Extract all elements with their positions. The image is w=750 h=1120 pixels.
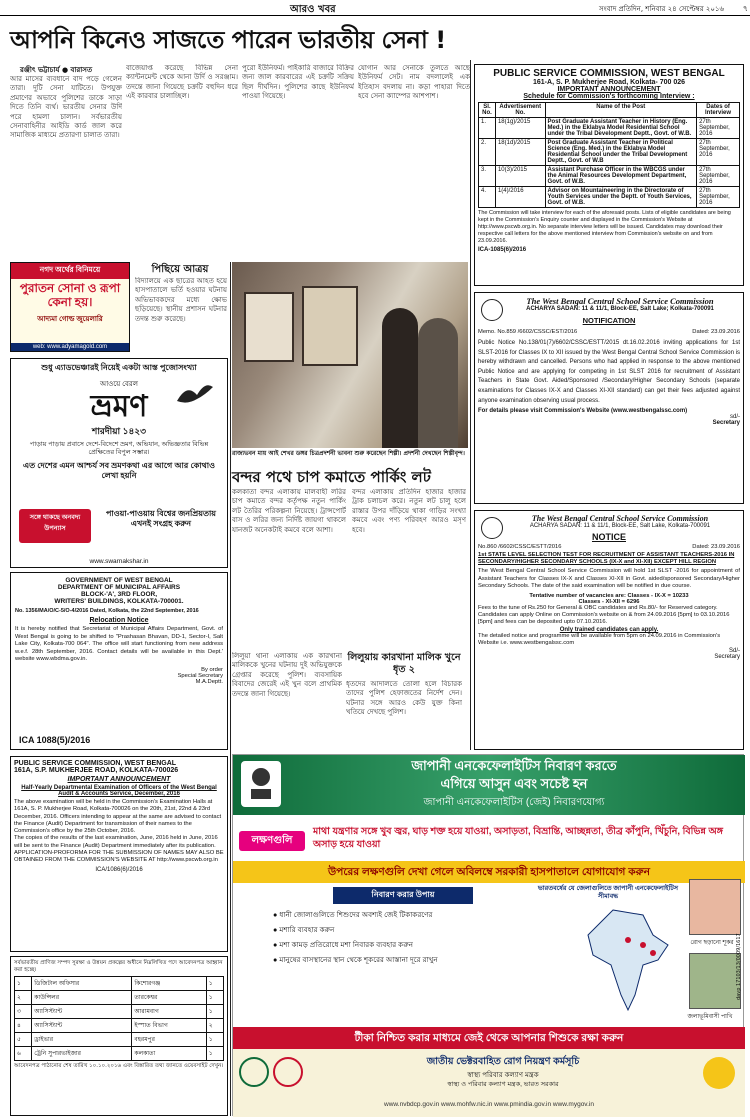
- psc2-table: [478, 102, 740, 208]
- table-cell: বহরমপুর: [132, 1033, 206, 1047]
- wbcssc-slst-notice: [474, 510, 744, 750]
- table-cell: 1.: [479, 118, 496, 139]
- lead-byline: রঞ্জীৎ ভট্টাচার্য ● বারাসত: [20, 66, 93, 74]
- tender-foot: আবেদনপত্র পাঠানোর শেষ তারিখ ১০.১০.২০১৬ এবং বিস্তারিত তথ্য জানতে ওয়েবসাইট দেখুন।: [14, 1063, 224, 1069]
- psc1-ica: ICA/1086(6)/2016: [95, 866, 143, 873]
- table-cell: ড্রাইভার: [32, 1033, 132, 1047]
- table-cell: ৬: [15, 1047, 32, 1061]
- table-cell: ১: [206, 1047, 223, 1061]
- wbcssc1-addr: ACHARYA SADAN: 11 & 11/1, Block-EE, Salt Lake; Kolkata-700091: [526, 306, 714, 312]
- jewellery-ad-brand: আদ্যমা গোল্ড জুয়েলারি: [37, 316, 103, 323]
- short-news-title: পিছিয়ে আত্রয়: [151, 264, 209, 275]
- psc1-imp: IMPORTANT ANNOUNCEMENT: [67, 776, 171, 783]
- short-news-body: বিদ্যালয়ে এক ছাত্রের আহত হয়ে হাসপাতালে ভর্তি হওয়ার ঘটনায় অভিভাবকদের মধ্যে ক্ষোভ ছড়িয়েছে। স্থানীয় প্রশাসন ঘটনার তদন্ত শুরু করেছে।: [135, 277, 227, 323]
- column-divider: [470, 60, 471, 750]
- je-prog: জাতীয় ভেক্টরবাহিত রোগ নিয়ন্ত্রণ কর্মসূচি: [426, 1056, 580, 1067]
- person-1: [382, 308, 418, 448]
- je-sym-label: লক্ষণগুলি: [239, 831, 305, 851]
- jewellery-ad-line1: নগদ অর্থের বিনিময়ে: [11, 263, 129, 279]
- emblem-icon: [481, 517, 503, 539]
- lead-col-4: যোগান আর সেনাকে তুলতে আছে ইউনিফর্ম সেট। নাম বদলালেই এক ইতিহাস বদলায় না। কড়া পাহারা দিতে হবে সেনা ক্যাম্পের আশপাশ।: [358, 64, 470, 101]
- wbcssc2-head: 1st STATE LEVEL SELECTION TEST FOR RECRUITMENT OF ASSISTANT TEACHERS-2016 IN SECONDARY/HIGHER SECONDARY SCHOOLS (IX-X and XI-XII) EXCEPT HILL REGION: [478, 552, 735, 566]
- table-row: [479, 187, 740, 208]
- painting-left: [244, 292, 294, 362]
- wbcssc1-sd: sd/-: [729, 414, 740, 421]
- table-cell: Advisor on Mountaineering in the Directorate of Youth Services under the Deptt. of Youth Services, Govt. of W.B.: [545, 187, 697, 208]
- port-body-2: বন্দর এলাকায় প্রতিদিন হাজার হাজার ট্রাক চলাচল করে। নতুন লট চালু হলে রাস্তার উপর দাঁড়িয়ে থাকা গাড়ির সংখ্যা কমবে এবং পণ্য পরিবহণ আরও মসৃণ হবে।: [352, 488, 466, 534]
- travel-ad-web: www.swarnakshar.in: [89, 558, 149, 565]
- table-cell: Post Graduate Assistant Teacher in Political Science (Eng. Med.) in the Eklabya Model Residential School under the Tribal Development Deptt., Govt. of W.B: [545, 139, 697, 166]
- column-divider: [230, 262, 231, 1116]
- jewellery-ad-line2: পুরাতন সোনা ও রূপা কেনা হয়।: [19, 281, 121, 309]
- notice-wb-l4: WRITERS' BUILDINGS, KOLKATA-700001.: [54, 598, 184, 605]
- emblem-icon: [241, 761, 281, 807]
- table-cell: আরামবাগ: [132, 1005, 206, 1019]
- table-row: [15, 991, 224, 1005]
- wbcssc1-memo: Memo. No.859 /6602/CSSC/EST/2016: [478, 329, 578, 335]
- table-cell: 2.: [479, 139, 496, 166]
- davp-code: davp 17103/13/0009/1617: [736, 933, 742, 1000]
- je-title2: এগিয়ে আসুন এবং সচেষ্ট হন: [440, 776, 588, 791]
- prevention-text: মশারি ব্যবহার করুন: [279, 925, 335, 934]
- table-cell: ১: [206, 977, 223, 991]
- je-urls: www.nvbdcp.gov.in www.mohfw.nic.in www.pmindia.gov.in www.mygov.in: [384, 1101, 594, 1108]
- notice-wb-body: It is hereby notified that Secretariat of Municipal Affairs Department, Govt. of West Bengal is going to be shifted to "Prashasan Bhavan, DD-1, Sector-I, Salt Lake City, Kolkata-700 064". The office will start functioning from new address w.e.f. 28th September, 2016. Contact details will be available in this Dept.' website www.wbdma.gov.in.: [15, 626, 223, 662]
- je-bird-label: জলাভূমিবাসী পাখি: [687, 1014, 733, 1020]
- table-cell: অ্যাসিস্ট্যান্ট: [32, 1005, 132, 1019]
- table-cell: 10(3)/2015: [495, 166, 545, 187]
- table-row: [15, 1005, 224, 1019]
- table-cell: ৩: [15, 1005, 32, 1019]
- psc1-title: PUBLIC SERVICE COMMISSION, WEST BENGAL: [14, 760, 177, 767]
- prevention-item: ● মশারি ব্যবহার করুন: [273, 925, 335, 934]
- prevention-item: ● ধানী জোলাগুলিতে শিশুদের অবশ্যই জেই টিকাকরণের: [273, 910, 433, 919]
- travel-ad-tag: শুধু এ্যাডভেঞ্চারই নিয়েই একটা আস্ত পুজোসংখ্যা: [41, 363, 197, 372]
- wbcssc2-body: The West Bengal Central School Service Commission will hold 1st SLST -2016 for appointment of Assistant Teachers for Classes IX-X and Classes XI-XII in Govt. aided/sponsored Secondary/Higher Secondary Schools. The date of the said examination will be notified in due course.: [478, 568, 740, 590]
- india-map-icon: [573, 905, 683, 1015]
- bird-icon: [175, 381, 215, 409]
- prevention-text: মশা কামড় প্রতিরোধে মশা নিবারক ব্যবহার করুন: [279, 940, 414, 949]
- jewellery-ad-web: web: www.adyamagold.com: [11, 343, 129, 351]
- notice-wb-l1: GOVERNMENT OF WEST BENGAL: [65, 577, 173, 584]
- lilua-body-2: ধৃতদের আদালতে তোলা হলে বিচারক তাদের পুলিশ হেফাজতের নির্দেশ দেন। ঘটনার সঙ্গে আরও কেউ যুক্ত কিনা খতিয়ে দেখছে পুলিশ।: [346, 680, 462, 717]
- psc2-ica: ICA-1085(6)/2016: [478, 247, 527, 253]
- table-cell: ১: [15, 977, 32, 991]
- table-cell: কাউন্সিলর: [32, 991, 132, 1005]
- lead-col-2: বাজেয়াপ্ত করেছে বিভিন্ন সেনা ক্যান্টনমেন্ট থেকে আনা উর্দি ও সরঞ্জাম। তদন্তে জানা গিয়েছে চক্রটি বহুদিন ধরে এই কারবার চালাচ্ছিল।: [126, 64, 238, 101]
- wbcssc2-addr: ACHARYA SADAN: 11 & 11/1, Block-EE, Salt Lake, Kolkata-700091: [529, 523, 711, 529]
- travel-ad-pre: আওয়ে বেরল: [99, 381, 138, 388]
- wbcssc1-web: For details please visit Commission's Website (www.westbengalssc.com): [478, 408, 688, 415]
- wbcssc2-dated: Dated: 23.09.2016: [692, 544, 740, 550]
- table-header: Sl. No.: [479, 103, 496, 118]
- table-cell: ১: [206, 1005, 223, 1019]
- lead-headline: আপনি কিনেও সাজতে পারেন ভারতীয় সেনা !: [10, 26, 446, 54]
- lilua-body-1: লিলুয়া থানা এলাকায় এক কারখানা মালিককে খুনের ঘটনায় দুই অভিযুক্তকে গ্রেপ্তার করেছে পুলিশ। ব্যবসায়িক বিবাদের জেরেই এই খুন বলে প্রাথমিক তদন্তে জানা গিয়েছে।: [232, 652, 342, 698]
- je-symptoms: মাথা যন্ত্রণার সঙ্গে খুব জ্বর, ঘাড় শক্ত হয়ে যাওয়া, অসাড়তা, বিভ্রান্তি, আচ্ছন্নতা, তীব্র কাঁপুনি, খিঁচুনি, বিভিন্ন অঙ্গ অসাড় হয়ে যাওয়া: [313, 826, 724, 850]
- table-cell: 27th September, 2016: [697, 187, 740, 208]
- wbcssc2-fee: Fees to the tune of Rs.250 for General & OBC candidates and Rs.80/- for Reserved category.: [478, 604, 718, 611]
- je-prevention-list: [273, 907, 563, 967]
- je-sub: জাপানী এনকেফেলাইটিস (জেই) নিবারণযোগ্য: [423, 797, 605, 808]
- table-cell: ২: [15, 991, 32, 1005]
- notice-wb-ica: ICA 1088(5)/2016: [19, 735, 91, 745]
- psc2-addr: 161-A, S. P. Mukherjee Road, Kolkata- 700 026: [533, 79, 685, 86]
- wbcssc2-sec: Secretary: [714, 653, 740, 660]
- wbcssc1-body: Public Notice No.138/01(7)/6602/CSSC/ESTT/2015 dt.16.02.2016 inviting applications for 1st SLST-2016 for Classes IX to XII issued by the West Bengal Central School Service Commission is hereby withdrawn and cancelled. Persons who had applied in response to the above mentioned Public Notice and are applying for competing in 1st SLST 2016 for recruitment of Assistant Teachers in State Govt. Aided/Sponsored /Secondary/Higher Secondary Schools (separate examinations for Classes IX-X and Classes XI-XII standard) can get their fees adjusted against anyone examination observing usual process.: [478, 340, 740, 404]
- prevention-item: ● মশা কামড় প্রতিরোধে মশা নিবারক ব্যবহার করুন: [273, 940, 414, 949]
- table-cell: ১: [206, 991, 223, 1005]
- family-logo-icon: [273, 1057, 303, 1087]
- je-ministry2: স্বাস্থ্য ও পরিবার কল্যাণ মন্ত্রক, ভারত সরকার: [447, 1081, 559, 1088]
- wbcssc2-notice: NOTICE: [591, 532, 626, 542]
- table-row: [15, 1047, 224, 1061]
- wbcssc1-dated: Dated: 23.09.2016: [692, 329, 740, 335]
- psc1-body2: The copies of the results of the last examination, June, 2016 held in June, 2016 will be sent to the Finance (Audit) Department immediately after its publication.: [14, 835, 218, 849]
- recruitment-table-notice: [10, 956, 228, 1116]
- je-pig-label: রোগ ছড়ানো শূকর: [690, 940, 734, 946]
- wbcssc1-sec: Secretary: [712, 420, 740, 427]
- wbcssc-notification: [474, 292, 744, 504]
- table-cell: কলকাতা: [132, 1047, 206, 1061]
- travel-ad-sub: শারদীয়া ১৪২৩: [92, 426, 146, 436]
- table-row: [15, 977, 224, 991]
- table-cell: ১: [206, 1033, 223, 1047]
- psc1-app: APPLICATION-PROFORMA FOR THE SUBMISSION OF NAMES MAY ALSO BE OBTAINED FROM THE COMMISSION'S WEBSITE AT http://www.pscwb.org.in: [14, 850, 224, 864]
- wbcssc2-vac2: Classes - XI-XII = 6296: [578, 598, 640, 605]
- section-title: আরও খবর: [290, 4, 336, 15]
- table-cell: ট্রেনি সুপারভাইজার: [32, 1047, 132, 1061]
- page-number: ৭: [742, 4, 748, 13]
- table-row: [15, 1033, 224, 1047]
- travel-magazine-ad: [10, 358, 228, 568]
- painting-mid: [302, 286, 358, 366]
- pig-photo: [689, 879, 741, 935]
- table-cell: ৫: [15, 1033, 32, 1047]
- je-prev: নিবারণ করার উপায়: [333, 887, 473, 904]
- psc1-body: The above examination will be held in the Commission's Examination Halls at 161A, S. P. Mukherjee Road, Kolkata-700026 on the 20th, 21st, 22nd & 23rd December, 2016. Officers intending to appear at the same are advised to contact the Finance (Audit) Department for transmission of their names to the Commission's office by the 25th October, 2016.: [14, 799, 222, 835]
- mascot-icon: [703, 1057, 735, 1089]
- table-header-row: [479, 103, 740, 118]
- table-row: [479, 139, 740, 166]
- wbcssc1-memo-row: [478, 329, 740, 335]
- dateline: সংবাদ প্রতিদিন, শনিবার ২৪ সেপ্টেম্বর ২০১৬: [599, 5, 724, 13]
- table-cell: Post Graduate Assistant Teacher in History (Eng. Med.) in the Eklabya Model Residential School under the Tribal Development Deptt., Govt. of W.B.: [545, 118, 697, 139]
- travel-ad-mid: এত দেশের এমন আশ্চর্য সব ভ্রমণকথা এর আগে আর কোথাও লেখা হয়নি: [22, 461, 216, 480]
- psc2-sched: Schedule for Commission's forthcoming Interview :: [523, 93, 695, 100]
- wbcssc2-memo: No.860 /6602/CSSC/ESTT/2016: [478, 544, 562, 550]
- table-cell: তারকেশ্বর: [132, 991, 206, 1005]
- table-cell: 27th September, 2016: [697, 139, 740, 166]
- lead-col-1: আর মাসের ব্যবধানে বাদ পড়ে গেলেন তারা। দুটি সেনা যাটিতে। উপযুক্ত প্রমাণের অভাবে পুলিশের ডাকে সাড়া দিতে তিনি ব্যর্থ। ভারতীয় সেনার উর্দি পরে হামলা চালান। সর্বভারতীয় সেনাবাহিনীর আইডি কার্ড জাল করে সামাজিক মাধ্যমে প্রতারণা চালাত তারা।: [10, 75, 122, 140]
- municipal-relocation-notice: [10, 572, 228, 750]
- table-header: Advertisement No.: [495, 103, 545, 118]
- tender-intro: সর্বভারতীয় প্রাণিজ সম্পদ সুরক্ষা ও উন্নয়ন প্রকল্পের অধীনে নিম্নলিখিত পদে আবেদনপত্র আহ্বান করা হচ্ছে।: [14, 960, 223, 973]
- table-row: [479, 118, 740, 139]
- wbcssc2-only: Only trained candidates can apply.: [559, 626, 659, 633]
- lilua-headline: লিলুয়ায় কারখানা মালিক খুনে ধৃত ২: [347, 652, 461, 675]
- psc1-addr: 161A, S.P. MUKHERJEE ROAD, KOLKATA-700026: [14, 767, 179, 774]
- table-header: Dates of Interview: [697, 103, 740, 118]
- wbcssc2-title: The West Bengal Central School Service Commission: [531, 514, 709, 523]
- table-cell: কিশোরগঞ্জ: [132, 977, 206, 991]
- table-cell: 27th September, 2016: [697, 118, 740, 139]
- nvbdcp-logo-icon: [239, 1057, 269, 1087]
- emblem-icon: [481, 299, 503, 321]
- port-headline: বন্দর পথে চাপ কমাতে পার্কিং লট: [232, 468, 431, 486]
- table-cell: ৪: [15, 1019, 32, 1033]
- table-cell: 4.: [479, 187, 496, 208]
- je-ministry: স্বাস্থ্য পরিবার কল্যাণ মন্ত্রক: [467, 1072, 539, 1079]
- wbcssc1-title: The West Bengal Central School Service Commission: [526, 296, 714, 306]
- prevention-text: ধানী জোলাগুলিতে শিশুদের অবশ্যই জেই টিকাকরণের: [279, 910, 433, 919]
- exhibition-photo: [232, 262, 468, 448]
- wbcssc1-notif: NOTIFICATION: [582, 316, 636, 325]
- travel-ad-foot: পাওয়া-পাওয়ায় বিশ্বের জনপ্রিয়তায় এখনই সংগ্রহ করুন: [105, 509, 217, 528]
- travel-ad-title: ভ্রমণ: [90, 390, 148, 423]
- notice-wb-l3: BLOCK-'A', 3RD FLOOR,: [80, 591, 158, 598]
- psc2-imp: IMPORTANT ANNOUNCEMENT: [557, 86, 661, 93]
- table-cell: ডিজিটাল অফিসার: [32, 977, 132, 991]
- table-cell: Assistant Purchase Officer in the WBCGS under the Animal Resources Development Department, Govt. of W.B.: [545, 166, 697, 187]
- table-cell: 1(4)/2016: [495, 187, 545, 208]
- table-row: [15, 1019, 224, 1033]
- notice-wb-title: Relocation Notice: [89, 617, 149, 624]
- table-header: Name of the Post: [545, 103, 697, 118]
- table-cell: অ্যাসিস্ট্যান্ট: [32, 1019, 132, 1033]
- table-row: [479, 166, 740, 187]
- wbcssc2-apply: Candidates can apply Online on Commission's website on & from 24.09.2016 [5pm] to 03.10.2016 [5pm] and fees can be deposited upto 07.10.2016.: [478, 612, 730, 626]
- bird-photo: [689, 953, 741, 1009]
- je-warn: উপরের লক্ষণগুলি দেখা গেলে অবিলম্বে সরকারী হাসপাতালে যোগাযোগ করুন: [233, 861, 745, 883]
- notice-wb-no: No. 1356/MA/O/C-5/O-4/2016 Dated, Kolkata, the 22nd September, 2016: [15, 608, 199, 614]
- notice-wb-sign3: M.A.Deptt.: [195, 678, 223, 685]
- psc-interview-schedule: [474, 64, 744, 286]
- lead-col-3: পুরো ইউনিফর্ম। পাইকারি বাজারে বিক্রির জন্য জাল কারবারের এই চক্রটি সক্রিয় ছিল দীর্ঘদিন। পুলিশের কাছে ইউনিফর্ম পাওয়া গিয়েছে।: [242, 64, 354, 101]
- table-cell: 18(1d)/2015: [495, 139, 545, 166]
- prevention-text: মানুষের বাসস্থানের স্থান থেকে শূকরের আস্তানা দূরে রাখুন: [279, 955, 438, 964]
- je-vaccine: টীকা নিশ্চিত করার মাধ্যমে জেই থেকে আপনার শিশুকে রক্ষা করুন: [233, 1027, 745, 1049]
- wbcssc2-sd: Sd/-: [728, 647, 740, 654]
- port-body-1: কলকাতা বন্দর এলাকায় মালবাহী লরির চাপ কমাতে বন্দর কর্তৃপক্ষ নতুন পার্কিং লট তৈরির পরিকল্পনা নিয়েছে। ট্রান্সপোর্ট বাস ও লরির জন্য নির্দিষ্ট জায়গা থাকলে যানজট অনেকটাই কমবে বলে আশা।: [232, 488, 346, 534]
- table-cell: 18(1g)/2015: [495, 118, 545, 139]
- wbcssc2-memo-row: [478, 544, 740, 550]
- table-cell: 3.: [479, 166, 496, 187]
- notice-wb-l2: DEPARTMENT OF MUNICIPAL AFFAIRS: [57, 584, 181, 591]
- psc-half-yearly-exam-notice: [10, 756, 228, 952]
- notice-wb-sign1: By order: [201, 666, 223, 673]
- jewellery-ad: [10, 262, 130, 352]
- travel-ad-desc: পাড়ায় পাড়ায় প্রবাসে দেশে-বিদেশে ভ্রমণ, অভিযান, অভিজ্ঞতার বিভিন্ন প্রেক্ষিতের বিপুল সম্ভার।: [29, 441, 209, 456]
- prevention-item: ● মানুষের বাসস্থানের স্থান থেকে শূকরের আস্তানা দূরে রাখুন: [273, 955, 438, 964]
- photo-caption: রাজ্যভবন মায় আই শেখর ডঙ্গর চিত্রপ্রদর্শনী ভাবনা শুরু করেছেন শিল্পী। প্রদর্শনী দেখছেন শিল্পীবৃন্দ।: [232, 450, 465, 457]
- je-health-ad: [232, 754, 744, 1116]
- table-cell: ২: [206, 1019, 223, 1033]
- notice-wb-sign2: Special Secretary: [177, 672, 223, 679]
- psc2-title: PUBLIC SERVICE COMMISSION, WEST BENGAL: [493, 68, 725, 79]
- table-cell: 27th September, 2016: [697, 166, 740, 187]
- table-cell: ইস্পাত বিভাগ: [132, 1019, 206, 1033]
- psc2-foot: The Commission will take interview for each of the aforesaid posts. Lists of eligible candidates are being kept in the Commission's Enquiry counter and displayed in the Commission's Website at http://www.pscwb.org.in. No separate interview letters will be issued. Candidates may download their respective call letters for the above mentioned interview from Commission's website on and from 23.09.2016.: [478, 210, 731, 244]
- je-title: জাপানী এনকেফেলাইটিস নিবারণ করতে: [411, 758, 617, 773]
- travel-ad-badge: সঙ্গে থাকছে অনবদ্য উপন্যাস: [19, 509, 91, 543]
- je-footer: [233, 1049, 745, 1117]
- je-map-label: ভারতবর্ষের যে জেলাগুলিতে জাপানী এনকেফেলাইটিস সীমাবদ্ধ: [537, 885, 679, 900]
- page-header: [0, 0, 750, 16]
- wbcssc2-vac1: Tentative number of vacancies are: Classes - IX-X = 10233: [529, 592, 689, 599]
- wbcssc2-details: The detailed notice and programme will be available from 5pm on 24.09.2016 in Commission's Website i.e. www.westbengalssc.com: [478, 632, 721, 647]
- psc1-sub: Half-Yearly Departmental Examination of Officers of the West Bengal Audit & Accounts Service, December, 2016: [21, 785, 217, 797]
- person-2: [418, 318, 458, 448]
- tender-table: [14, 976, 224, 1061]
